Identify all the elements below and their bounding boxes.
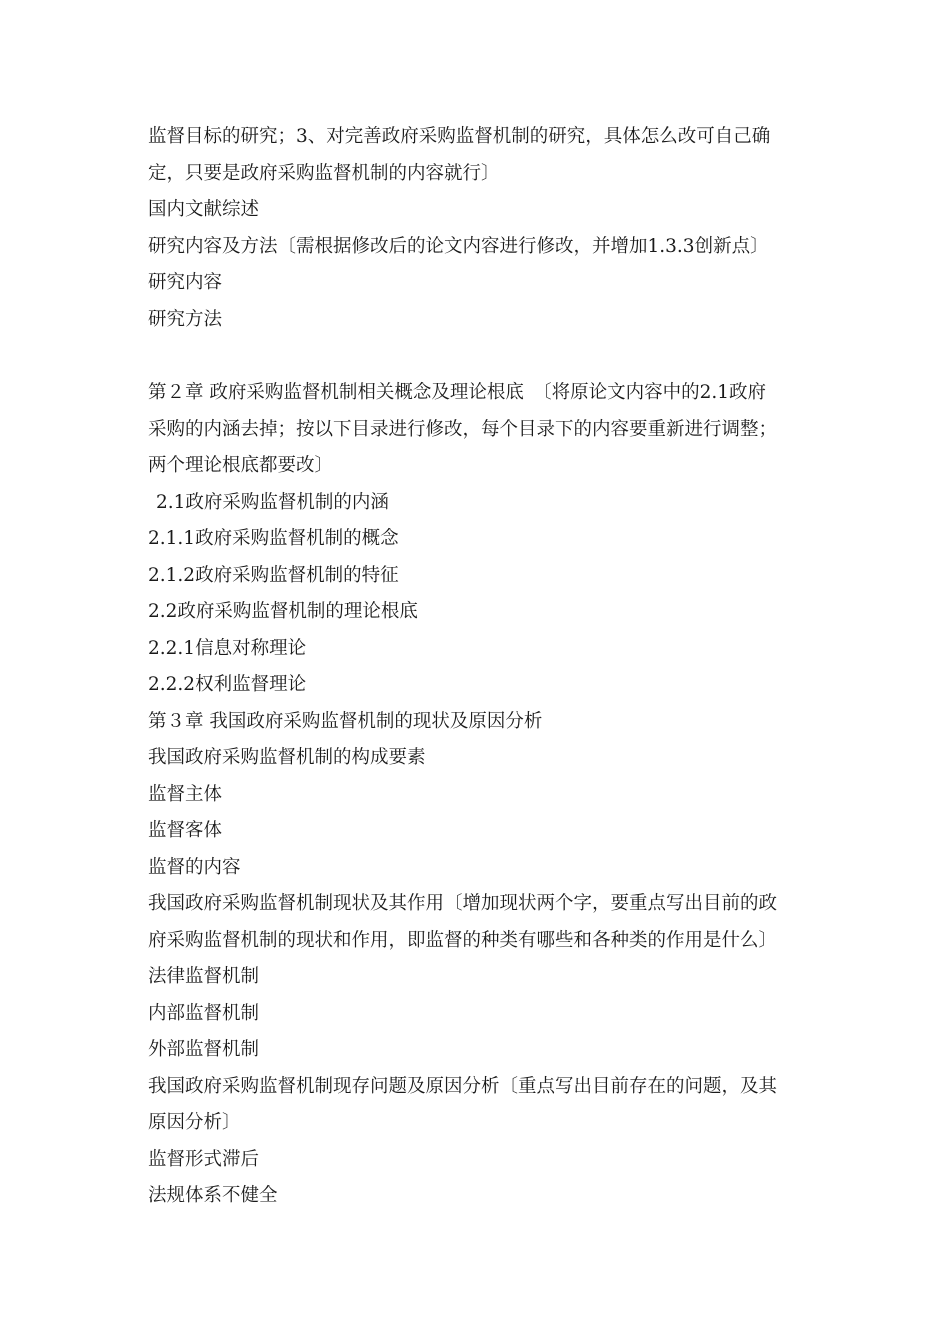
section-heading: 我国政府采购监督机制的构成要素 (148, 747, 426, 768)
subsection-heading: 内部监督机制 (148, 1003, 260, 1024)
subsection-heading: 法规体系不健全 (148, 1185, 278, 1206)
text-line: 定，只要是政府采购监督机制的内容就行〕 (148, 163, 500, 184)
subsection-heading: 监督形式滞后 (148, 1149, 260, 1170)
section-heading: 2.2政府采购监督机制的理论根底 (148, 601, 418, 622)
subsection-heading: 监督的内容 (148, 857, 241, 878)
section-heading: 我国政府采购监督机制现状及其作用〔增加现状两个字，要重点写出目前的政 (148, 893, 778, 914)
subsection-heading: 研究方法 (148, 309, 223, 330)
subsection-heading: 监督主体 (148, 784, 223, 805)
subsection-heading: 2.1.1政府采购监督机制的概念 (148, 528, 399, 549)
chapter-heading: 第２章 政府采购监督机制相关概念及理论根底 〔将原论文内容中的2.1政府 (148, 382, 767, 403)
text-line: 两个理论根底都要改〕 (148, 455, 334, 476)
subsection-heading: 监督客体 (148, 820, 223, 841)
subsection-heading: 2.2.2权利监督理论 (148, 674, 307, 695)
subsection-heading: 法律监督机制 (148, 966, 260, 987)
chapter-heading: 第３章 我国政府采购监督机制的现状及原因分析 (148, 711, 543, 732)
section-heading: 国内文献综述 (148, 199, 260, 220)
section-heading: 2.1政府采购监督机制的内涵 (156, 492, 389, 513)
subsection-heading: 2.1.2政府采购监督机制的特征 (148, 565, 399, 586)
text-line: 监督目标的研究；3、对完善政府采购监督机制的研究，具体怎么改可自己确 (148, 126, 771, 147)
subsection-heading: 研究内容 (148, 272, 223, 293)
subsection-heading: 外部监督机制 (148, 1039, 260, 1060)
subsection-heading: 2.2.1信息对称理论 (148, 638, 307, 659)
text-line: 原因分析〕 (148, 1112, 241, 1133)
text-line: 府采购监督机制的现状和作用，即监督的种类有哪些和各种类的作用是什么〕 (148, 930, 778, 951)
text-line: 采购的内涵去掉；按以下目录进行修改，每个目录下的内容要重新进行调整； (148, 419, 778, 440)
section-heading: 我国政府采购监督机制现存问题及原因分析〔重点写出目前存在的问题，及其 (148, 1076, 778, 1097)
section-heading: 研究内容及方法〔需根据修改后的论文内容进行修改，并增加1.3.3创新点〕 (148, 236, 769, 257)
